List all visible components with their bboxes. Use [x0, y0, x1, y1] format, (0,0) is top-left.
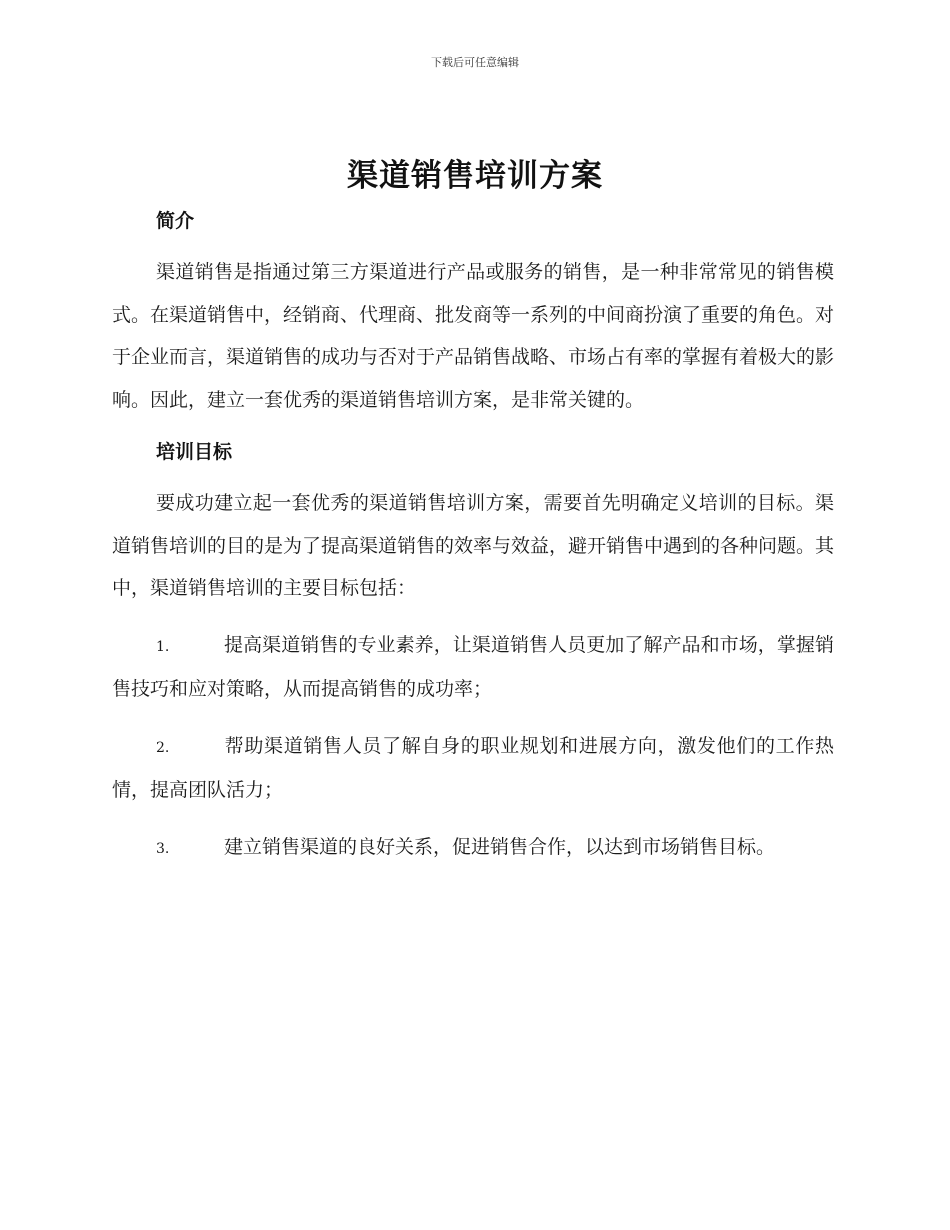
list-item-text: 帮助渠道销售人员了解自身的职业规划和进展方向，激发他们的工作热情，提高团队活力； [112, 734, 834, 801]
list-item-text: 提高渠道销售的专业素养，让渠道销售人员更加了解产品和市场，掌握销售技巧和应对策略，从而提高销售的成功率； [112, 633, 834, 700]
section-heading-intro: 简介 [156, 210, 195, 232]
list-item-number: 2. [156, 739, 170, 756]
header-note: 下载后可任意编辑 [431, 56, 519, 69]
list-item-number: 3. [156, 840, 170, 857]
document-title: 渠道销售培训方案 [347, 158, 603, 194]
list-item [112, 725, 834, 812]
list-item-text: 建立销售渠道的良好关系，促进销售合作，以达到市场销售目标。 [224, 835, 776, 858]
document-body [112, 203, 834, 870]
list-item [112, 624, 834, 711]
section-heading-goals: 培训目标 [156, 441, 233, 463]
list-item [112, 826, 834, 871]
intro-paragraph: 渠道销售是指通过第三方渠道进行产品或服务的销售，是一种非常常见的销售模式。在渠道销售中，经销商、代理商、批发商等一系列的中间商扮演了重要的角色。对于企业而言，渠道销售的成功与否对于产品销售战略、市场占有率的掌握有着极大的影响。因此，建立一套优秀的渠道销售培训方案，是非常关键的。 [112, 261, 835, 411]
list-item-number: 1. [156, 638, 170, 655]
goals-paragraph: 要成功建立起一套优秀的渠道销售培训方案，需要首先明确定义培训的目标。渠道销售培训的目的是为了提高渠道销售的效率与效益，避开销售中遇到的各种问题。其中，渠道销售培训的主要目标包括： [112, 492, 835, 599]
